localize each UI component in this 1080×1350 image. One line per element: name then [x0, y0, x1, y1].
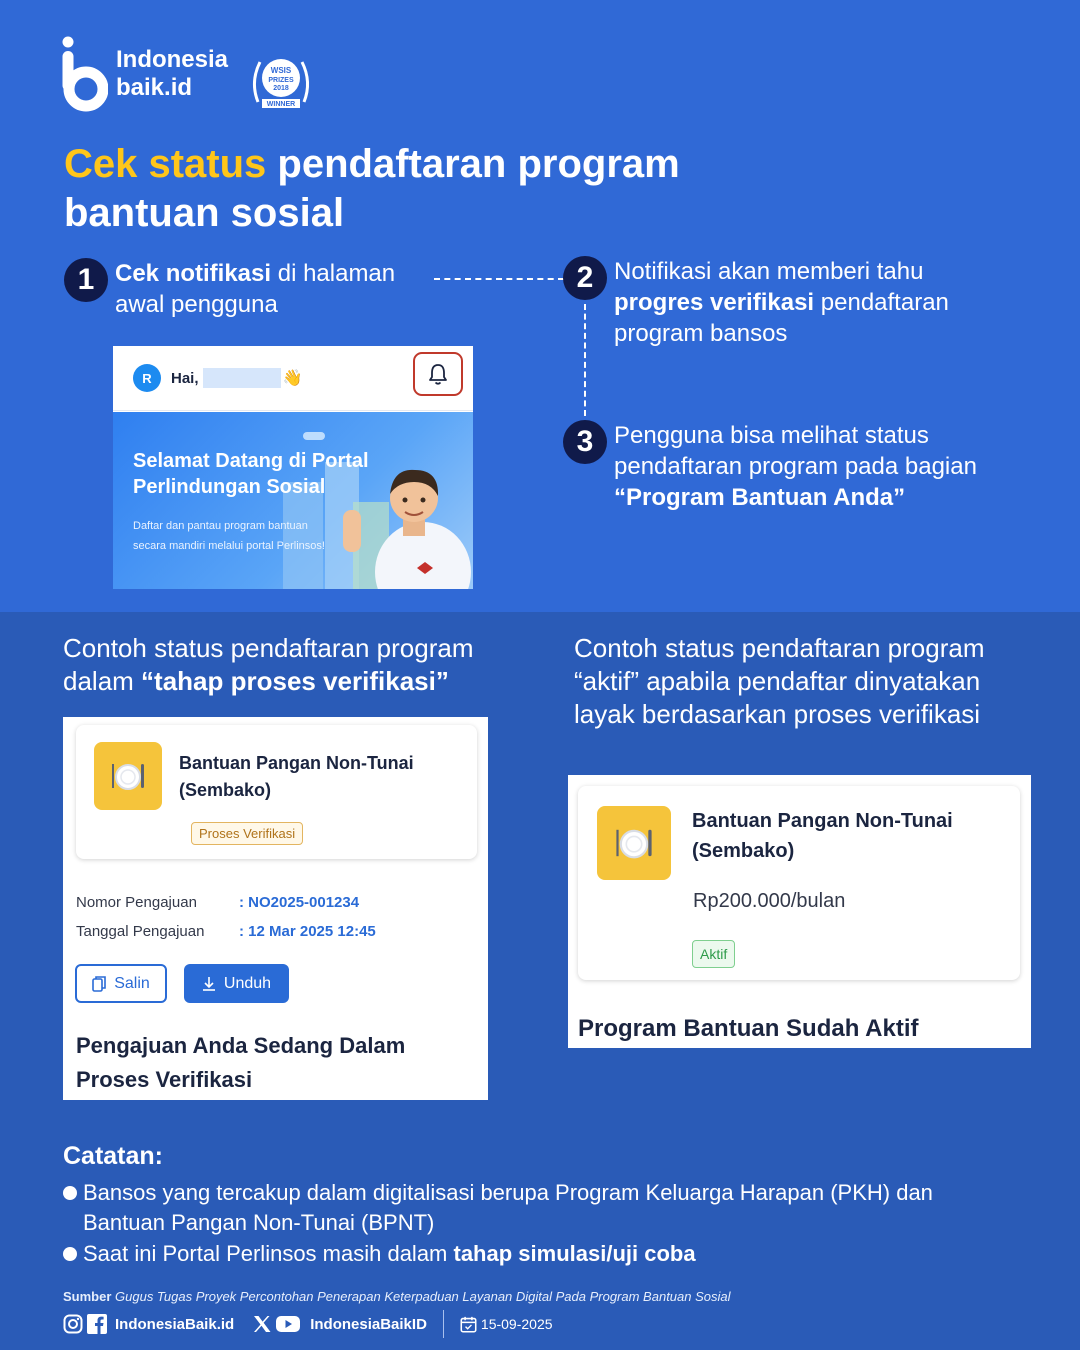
calendar-icon	[460, 1316, 477, 1333]
title-highlight: Cek status	[64, 142, 267, 186]
brand-name	[116, 46, 228, 102]
bell-icon	[427, 362, 449, 386]
connector-line	[434, 278, 564, 280]
brand-logo	[62, 36, 228, 112]
step-3	[563, 420, 1003, 513]
note-1-text: Bansos yang tercakup dalam digitalisasi berupa Program Keluarga Harapan (PKH) dan Bantuan Pangan Non-Tunai (BPNT)	[83, 1180, 933, 1235]
footer-handle-1[interactable]: IndonesiaBaik.id	[115, 1315, 235, 1333]
food-plate-icon	[597, 806, 671, 880]
footer-handle-2[interactable]: IndonesiaBaikID	[310, 1315, 427, 1333]
step-1-rest: di halaman awal pengguna	[115, 260, 396, 318]
tanggal-value: : 12 Mar 2025 12:45	[239, 923, 376, 940]
example-1-heading-bold: “tahap proses verifikasi”	[141, 666, 449, 696]
publish-date: 15-09-2025	[480, 1316, 553, 1332]
youtube-icon[interactable]	[276, 1314, 300, 1334]
active-status-text: Program Bantuan Sudah Aktif	[578, 1015, 919, 1042]
svg-text:2018: 2018	[273, 85, 289, 92]
verification-status-card	[63, 717, 488, 1100]
step-1-bold: Cek notifikasi	[115, 260, 272, 287]
instagram-icon[interactable]	[63, 1314, 83, 1334]
app-header	[113, 346, 473, 411]
example-1-heading	[63, 632, 533, 698]
note-item-2	[63, 1239, 963, 1269]
program-name: Bantuan Pangan Non-Tunai (Sembako)	[179, 753, 414, 800]
note-item-1	[63, 1178, 963, 1238]
program-card[interactable]	[76, 725, 477, 859]
step-2-text	[614, 256, 973, 349]
nomor-label: Nomor Pengajuan	[76, 894, 197, 911]
example-2-heading: Contoh status pendaftaran program “aktif” apabila pendaftar dinyatakan layak berdasarkan proses verifikasi	[574, 633, 985, 729]
status-badge: Aktif	[692, 940, 735, 968]
step-2-pre: Notifikasi akan memberi tahu	[614, 258, 924, 285]
indonesiabaik-logo-icon	[62, 36, 108, 112]
source-credit	[63, 1289, 731, 1304]
nomor-pengajuan-row	[76, 894, 360, 911]
bullet-icon	[63, 1186, 77, 1200]
step-2-bold: progres verifikasi	[614, 289, 815, 316]
download-icon	[202, 976, 216, 992]
step-3-bold: “Program Bantuan Anda”	[614, 484, 906, 511]
food-plate-icon	[94, 742, 162, 810]
step-1-text	[115, 258, 414, 320]
svg-text:PRIZES: PRIZES	[268, 77, 294, 84]
facebook-icon[interactable]	[87, 1314, 107, 1334]
redacted-name	[203, 368, 281, 388]
wave-emoji-icon: 👋	[282, 370, 303, 387]
step-number: 1	[64, 258, 108, 302]
status-badge: Proses Verifikasi	[191, 822, 303, 845]
notification-button[interactable]	[413, 352, 463, 396]
copy-icon	[92, 976, 106, 992]
benefit-amount: Rp200.000/bulan	[693, 890, 846, 912]
step-2	[563, 256, 973, 349]
tanggal-pengajuan-row	[76, 923, 376, 940]
banner-subtitle: Daftar dan pantau program bantuan secara mandiri melalui portal Perlinsos!	[133, 520, 325, 552]
download-button-label: Unduh	[223, 974, 272, 992]
program-card[interactable]	[578, 786, 1020, 980]
program-name: Bantuan Pangan Non-Tunai (Sembako)	[692, 810, 953, 862]
notes-heading: Catatan:	[63, 1142, 164, 1170]
home-screenshot	[113, 346, 473, 589]
note-2-pre: Saat ini Portal Perlinsos masih dalam	[83, 1241, 454, 1266]
greeting: Hai,	[171, 369, 199, 387]
footer-divider	[443, 1310, 444, 1338]
title-rest: pendaftaran program bantuan sosial	[64, 142, 680, 235]
step-3-text	[614, 420, 1003, 513]
x-twitter-icon[interactable]	[252, 1314, 272, 1334]
welcome-banner	[113, 412, 473, 589]
source-text: Gugus Tugas Proyek Percontohan Penerapan Keterpaduan Layanan Digital Pada Program Bantuan Sosial	[111, 1289, 731, 1304]
svg-text:WSIS: WSIS	[270, 66, 292, 75]
tanggal-label: Tanggal Pengajuan	[76, 923, 205, 940]
step-number: 2	[563, 256, 607, 300]
example-1-heading-pre: Contoh status pendaftaran program dalam	[63, 633, 474, 696]
brand-line-1: Indonesia	[116, 46, 229, 73]
step-2-post: pendaftaran program bansos	[614, 289, 949, 347]
download-button[interactable]	[184, 964, 289, 1003]
city-illustration-icon	[113, 412, 473, 589]
page-title	[64, 140, 764, 238]
banner-title: Selamat Datang di Portal Perlindungan Sosial	[133, 450, 369, 498]
source-label: Sumber	[63, 1289, 112, 1304]
step-number: 3	[563, 420, 607, 464]
footer	[63, 1312, 553, 1336]
brand-line-2: baik.id	[116, 74, 193, 101]
copy-button-label: Salin	[114, 974, 150, 992]
note-2-bold: tahap simulasi/uji coba	[453, 1241, 696, 1266]
bullet-icon	[63, 1247, 77, 1261]
svg-text:WINNER: WINNER	[266, 101, 296, 108]
avatar[interactable]: R	[133, 364, 161, 392]
copy-button[interactable]	[75, 964, 167, 1003]
nomor-value: : NO2025-001234	[239, 894, 360, 911]
wsis-award-icon	[248, 52, 314, 116]
active-status-card	[568, 775, 1031, 1048]
step-1	[64, 258, 414, 320]
verification-status-text: Pengajuan Anda Sedang Dalam Proses Verifikasi	[76, 1033, 406, 1092]
step-3-pre: Pengguna bisa melihat status pendaftaran program pada bagian	[614, 422, 977, 480]
